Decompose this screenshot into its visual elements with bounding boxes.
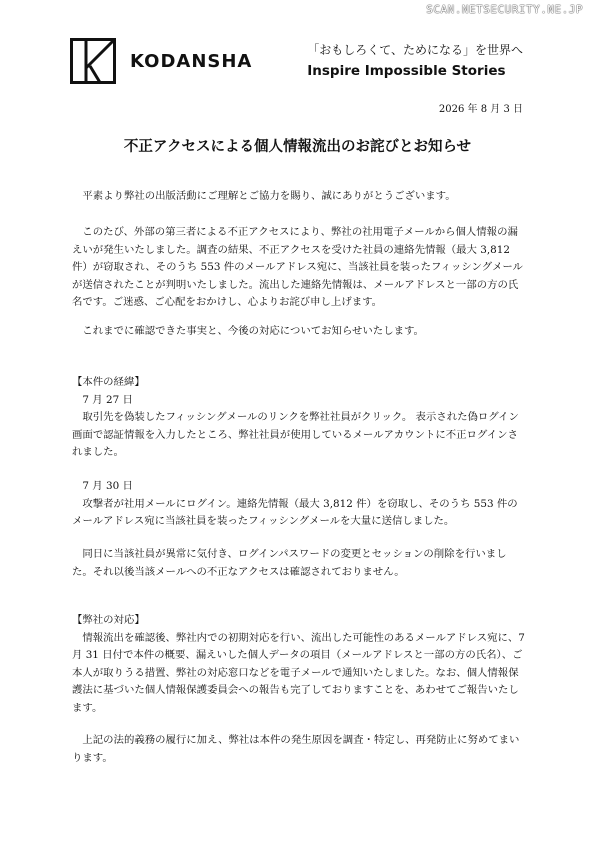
timeline-section: [72, 374, 527, 462]
response-section: [72, 612, 527, 717]
incident-summary: [72, 224, 527, 312]
response-section-2: [72, 732, 527, 767]
slogan-english: Inspire Impossible Stories: [307, 63, 506, 79]
timeline-event-1: 取引先を偽装したフィッシングメールのリンクを弊社社員がクリック。 表示された偽ログイン画面で認証情報を入力したところ、弊社社員が使用しているメールアカウントに不正ログインされました。: [72, 411, 519, 458]
summary-paragraph: このたび、外部の第三者による不正アクセスにより、弊社の社用電子メールから個人情報の漏えいが発生いたしました。調査の結果、不正アクセスを受けた社員の連絡先情報（最大 3,812 件）が窃取され、そのうち 553 件のメールアドレス宛に、当該社員を装ったフィッシングメールが送信されたことが判明いたしました。流出した連絡先情報は、メールアドレスと一部の方の氏名です。ご迷惑、ご心配をおかけし、心よりお詫び申し上げます。: [72, 226, 523, 308]
timeline-heading: 【本件の経緯】: [72, 376, 145, 388]
timeline-section-2: [72, 478, 527, 531]
response-paragraph-1: 情報流出を確認後、弊社内での初期対応を行い、流出した可能性のあるメールアドレス宛に、7 月 31 日付で本件の概要、漏えいした個人データの項目（メールアドレスと一部の方の氏名）、ご本人が取りうる措置、弊社の対応窓口などを電子メールで通知いたしました。なお、個人情報保護法に基づいた個人情報保護委員会への報告も完了しておりますことを、あわせてご報告いたします。: [72, 631, 525, 714]
response-paragraph-2: 上記の法的義務の履行に加え、弊社は本件の発生原因を調査・特定し、再発防止に努めてまいります。: [72, 734, 520, 764]
logo-wordmark: KODANSHA: [130, 50, 253, 72]
timeline-date-1: 7 月 27 日: [82, 393, 133, 406]
greeting-paragraph: 平素より弊社の出版活動にご理解とご協力を賜り、誠にありがとうございます。: [82, 190, 456, 202]
kodansha-logo: [70, 38, 252, 84]
timeline-event-2: 攻撃者が社用メールにログイン。連絡先情報（最大 3,812 件）を窃取し、そのうち 553 件のメールアドレス宛に当該社員を装ったフィッシングメールを大量に送信しました。: [72, 497, 518, 527]
timeline-section-3: [72, 546, 527, 581]
document-date: 2026 年 8 月 3 日: [438, 104, 523, 115]
timeline-date-2: 7 月 30 日: [82, 480, 133, 492]
notice-line: [72, 323, 527, 341]
timeline-event-3: 同日に当該社員が異常に気付き、ログインパスワードの変更とセッションの削除を行いました。それ以後当該メールへの不正なアクセスは確認されておりません。: [72, 548, 507, 578]
slogan-japanese: 「おもしろくて、ためになる」を世界へ: [307, 43, 523, 57]
watermark: SCAN.NETSECURITY.NE.JP: [426, 3, 583, 16]
kodansha-emblem-icon: [70, 38, 116, 84]
notice-paragraph: これまでに確認できた事実と、今後の対応についてお知らせいたします。: [82, 325, 424, 337]
intro-section: [72, 188, 527, 206]
letterhead: [70, 38, 523, 86]
slogan: [307, 41, 523, 79]
response-heading: 【弊社の対応】: [72, 614, 145, 626]
document-title: 不正アクセスによる個人情報流出のお詫びとお知らせ: [123, 139, 472, 155]
